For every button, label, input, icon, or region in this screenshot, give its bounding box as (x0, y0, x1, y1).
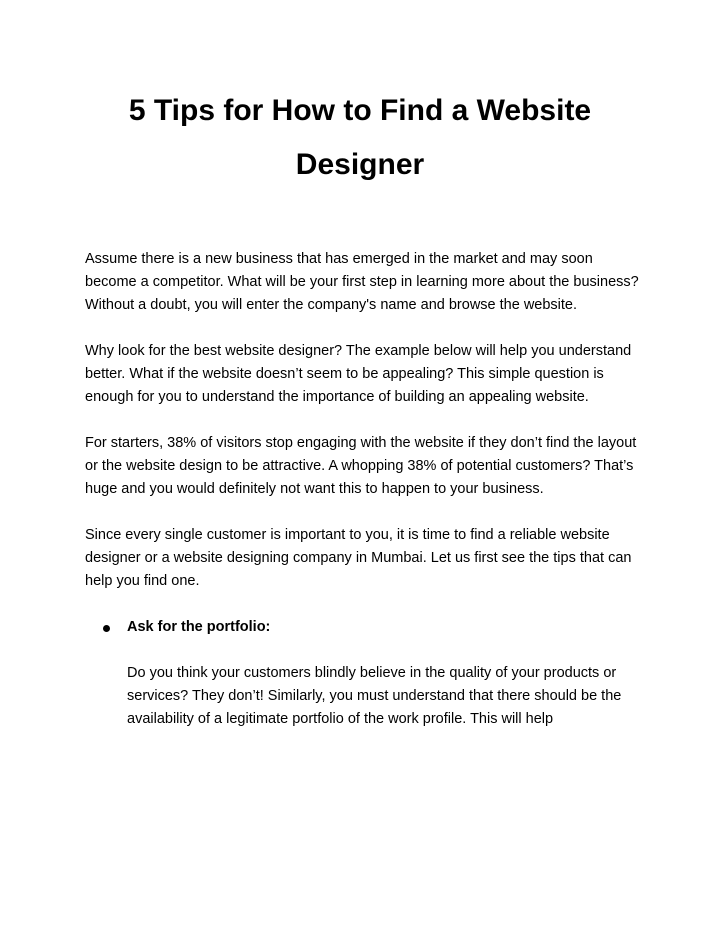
title-line-1: 5 Tips for How to Find a Website (128, 94, 592, 127)
bullet-icon (103, 625, 110, 632)
paragraph-intro: Assume there is a new business that has emerged in the market and may soon become a competitor. What will be your first step in learning more about the business? Without a doubt, you will enter the company's name and browse the website. (85, 251, 639, 313)
document-body (85, 248, 645, 731)
paragraph-statistics: For starters, 38% of visitors stop engaging with the website if they don’t find the layout or the website design to be attractive. A whopping 38% of potential customers? That’s huge and you would definitely not want this to happen to your business. (85, 435, 637, 497)
tip-text: Do you think your customers blindly believe in the quality of your products or services? They don’t! Similarly, you must understand that there should be the availability of a legitimate portfolio of the work profile. This will help (127, 665, 622, 727)
tip-list-item (127, 616, 645, 731)
page-title (80, 84, 640, 192)
title-line-2: Designer (295, 148, 425, 181)
paragraph-transition: Since every single customer is important to you, it is time to find a reliable website designer or a website designing company in Mumbai. Let us first see the tips that can help you find one. (85, 527, 632, 589)
tip-heading: Ask for the portfolio: (127, 619, 271, 635)
paragraph-why-designer: Why look for the best website designer? The example below will help you understand better. What if the website doesn’t seem to be appealing? This simple question is enough for you to understand the importance of building an appealing website. (85, 343, 632, 405)
